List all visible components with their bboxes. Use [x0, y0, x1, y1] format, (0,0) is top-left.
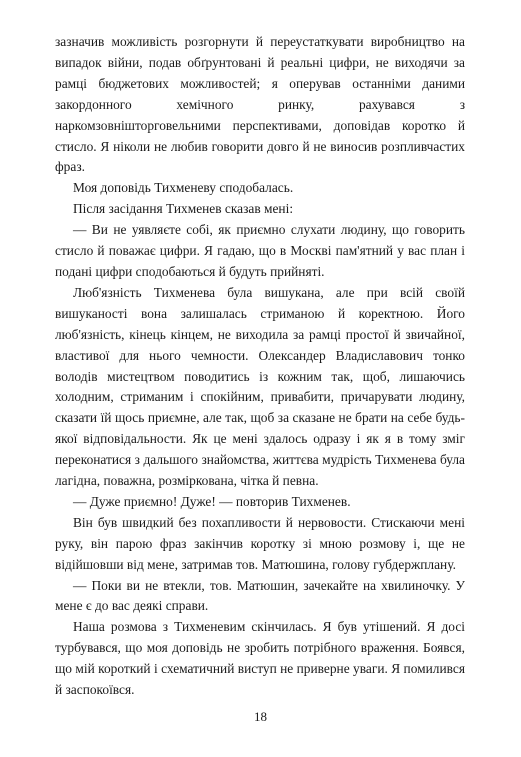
- dialogue-paragraph: — Дуже приємно! Дуже! — повторив Тихменев.: [73, 493, 351, 509]
- dialogue-paragraph: — Ви не уявляєте собі, як приємно слухати людину, що говорить стисло й поважає цифри. Я гадаю, що в Москві пам'ятний у вас план і подані цифри сподобаються й будуть прийняті.: [55, 222, 465, 279]
- page-number: 18: [254, 709, 267, 724]
- paragraph: Моя доповідь Тихменеву сподобалась.: [73, 180, 294, 196]
- paragraph: Люб'язність Тихменева була вишукана, але при всій своїй вишуканості вона залишалась стриманою й коректною. Його люб'язність, кінець кінцем, не виходила за рамці простої й звичайної, властивої для нього чемности. Олександер Владиславович тонко володів мистецтвом поводитись із кожним так, щоб, лишаючись холодним, стриманим і спокійним, привабити, причарувати людину, сказати їй щось приємне, але так, щоб за сказане не брати на себе будь-якої відповідальности. Як це мені здалось одразу і як я в тому зміг переконатися з дальшого знайомства, життєва мудрість Тихменева була лагідна, поважна, розміркована, чітка й певна.: [55, 284, 465, 489]
- paragraph: Після засідання Тихменев сказав мені:: [73, 201, 294, 217]
- dialogue-paragraph: — Поки ви не втекли, тов. Матюшин, зачекайте на хвилиночку. У мене є до вас деякі справи.: [55, 577, 465, 614]
- body-text: [55, 32, 465, 701]
- paragraph: Наша розмова з Тихменевим скінчилась. Я був утішений. Я досі турбувався, що моя доповідь не зробить потрібного враження. Боявся, що мій короткий і схематичний виступ не приверне уваги. Я помилився й заспокоївся.: [55, 619, 465, 698]
- paragraph-continued: зазначив можливість розгорнути й переустаткувати виробництво на випадок війни, подав обґрунтовані й реальні цифри, не виходячи за рамці бюджетових можливостей; я оперував останніми даними закордонного хемічного ринку, рахувався з наркомзовнішторговельними перспективами, доповідав коротко й стисло. Я ніколи не любив говорити довго й не виносив розпливчастих фраз.: [55, 34, 465, 175]
- paragraph: Він був швидкий без похапливости й нервовости. Стискаючи мені руку, він парою фраз закінчив коротку зі мною розмову і, ще не відійшовши від мене, затримав тов. Матюшина, голову губдержплану.: [55, 514, 465, 572]
